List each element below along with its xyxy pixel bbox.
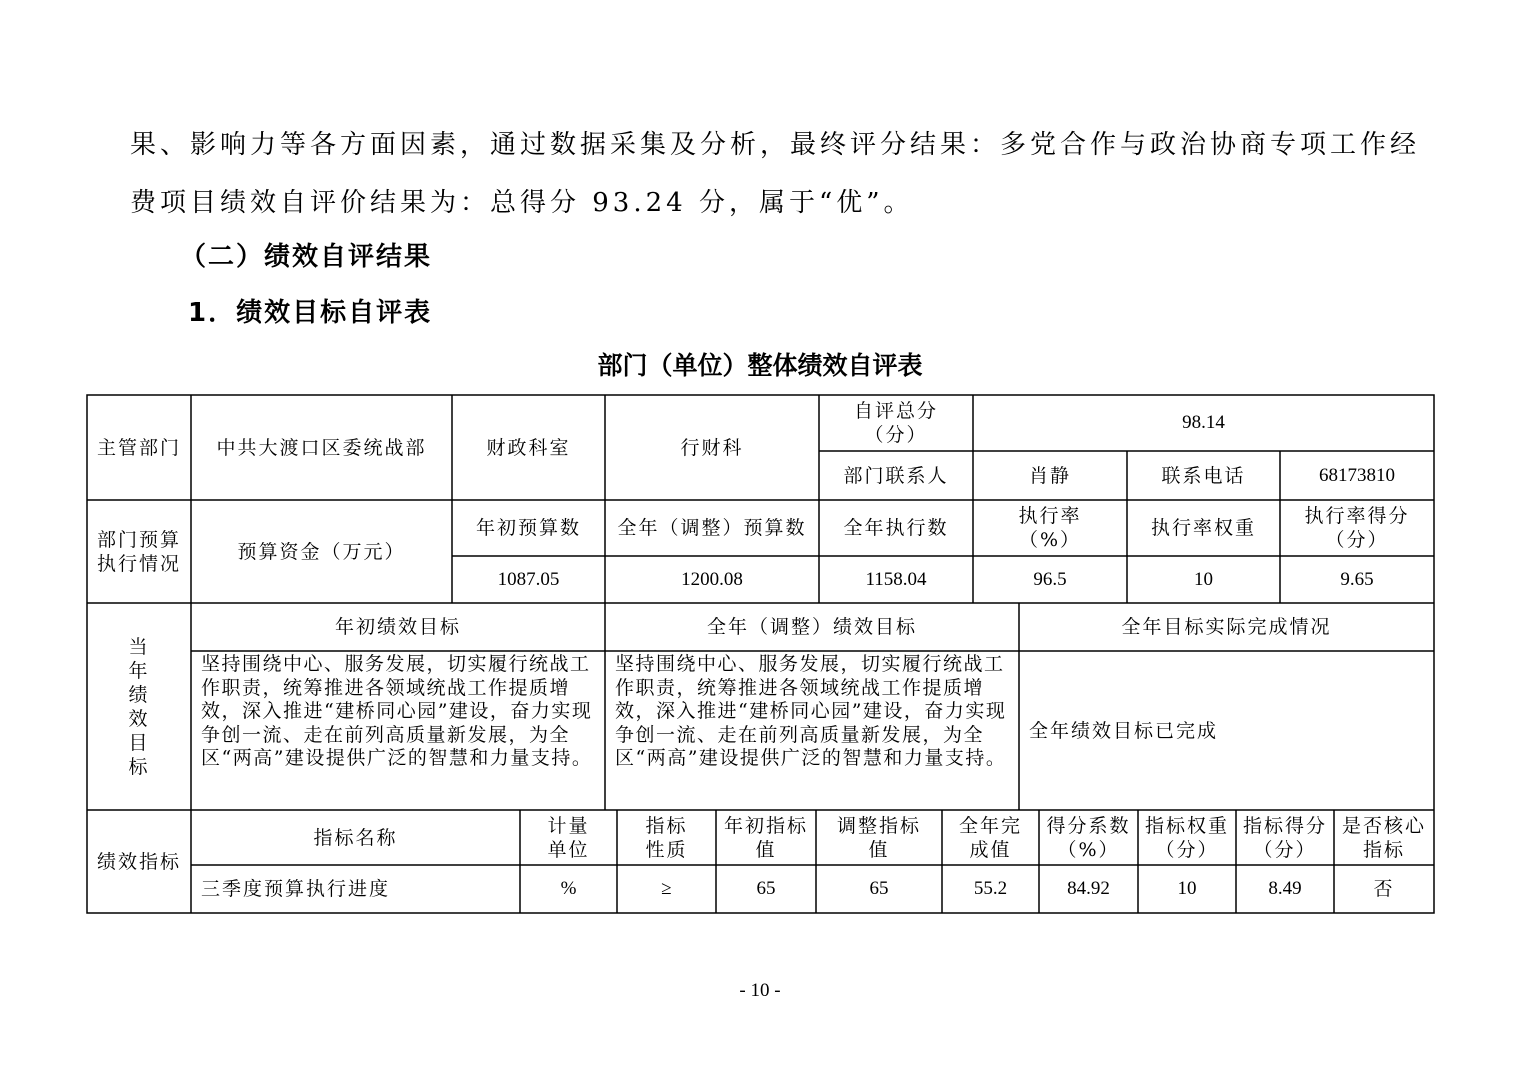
page-number: - 10 - <box>739 980 781 1001</box>
indicator-cell: 65 <box>756 878 776 899</box>
goals-col3-text: 全年绩效目标已完成 <box>1029 719 1219 742</box>
budget-header: 全年（调整）预算数 <box>617 517 807 539</box>
score-value: 98.14 <box>1182 412 1225 433</box>
goals-col3-header: 全年目标实际完成情况 <box>1121 616 1332 638</box>
phone-value: 68173810 <box>1319 464 1395 486</box>
indicator-header: 计量单位 <box>547 814 590 861</box>
indicator-header: 是否核心指标 <box>1341 814 1426 861</box>
indicator-header: 指标得分（分） <box>1242 814 1327 861</box>
indicator-header: 指标权重（分） <box>1144 814 1229 861</box>
sub-heading: 1．绩效目标自评表 <box>188 298 433 328</box>
indicator-header: 得分系数（%） <box>1046 814 1131 861</box>
table-title: 部门（单位）整体绩效自评表 <box>597 351 923 380</box>
contact-value: 肖静 <box>1028 464 1071 487</box>
score-label: 自评总分（分） <box>853 400 938 446</box>
budget-value: 1158.04 <box>865 568 927 590</box>
contact-label: 部门联系人 <box>843 464 949 487</box>
indicator-cell: 10 <box>1177 878 1197 899</box>
paragraph-line-2: 费项目绩效自评价结果为：总得分 93.24 分，属于“优”。 <box>130 188 914 218</box>
indicator-cell: 65 <box>869 878 889 899</box>
fund-label: 预算资金（万元） <box>237 540 406 563</box>
budget-value: 9.65 <box>1340 568 1374 590</box>
budget-value: 1200.08 <box>681 568 743 590</box>
indicator-header: 全年完成值 <box>958 814 1022 861</box>
indicator-cell: 55.2 <box>973 878 1008 899</box>
budget-header: 年初预算数 <box>475 517 581 539</box>
indicator-header: 指标名称 <box>313 826 398 849</box>
indicator-cell: ≥ <box>661 878 672 899</box>
indicator-cell: 否 <box>1373 878 1395 900</box>
budget-value: 10 <box>1194 568 1213 590</box>
indicator-header: 调整指标值 <box>836 814 921 861</box>
goals-col1-text: 坚持围绕中心、服务发展，切实履行统战工作职责，统筹推进各领域统战工作提质增效，深入推进“建桥同心园”建设，奋力实现争创一流、走在前列高质量新发展，为全区“两高”建设提供广泛的智慧和力量支持。 <box>201 653 593 769</box>
budget-header: 执行率得分（分） <box>1304 505 1410 551</box>
indicator-header: 指标性质 <box>645 814 688 861</box>
indicator-cell: 8.49 <box>1268 878 1302 899</box>
budget-value: 96.5 <box>1033 568 1067 590</box>
indicators-label: 绩效指标 <box>96 850 181 873</box>
office-label: 财政科室 <box>486 436 571 459</box>
budget-label: 部门预算执行情况 <box>96 528 181 575</box>
phone-label: 联系电话 <box>1161 464 1246 487</box>
goals-col2-header: 全年（调整）绩效目标 <box>706 616 917 638</box>
goals-col1-header: 年初绩效目标 <box>334 616 461 638</box>
budget-value: 1087.05 <box>497 568 560 590</box>
indicator-cell: 三季度预算执行进度 <box>201 878 391 900</box>
paragraph-line-1: 果、影响力等各方面因素，通过数据采集及分析，最终评分结果：多党合作与政治协商专项工作经 <box>130 130 1421 160</box>
indicator-cell: 84.92 <box>1067 878 1110 899</box>
budget-header: 全年执行数 <box>843 517 949 539</box>
goals-col2-text: 坚持围绕中心、服务发展，切实履行统战工作职责，统筹推进各领域统战工作提质增效，深入推进“建桥同心园”建设，奋力实现争创一流、走在前列高质量新发展，为全区“两高”建设提供广泛的智慧和力量支持。 <box>615 653 1007 769</box>
budget-header: 执行率（%） <box>1018 505 1082 551</box>
indicator-header: 年初指标值 <box>724 814 809 861</box>
dept-value: 中共大渡口区委统战部 <box>216 436 427 459</box>
dept-label: 主管部门 <box>96 436 181 459</box>
budget-header: 执行率权重 <box>1150 517 1256 539</box>
office-value: 行财科 <box>680 436 744 459</box>
indicator-cell: % <box>560 878 577 899</box>
section-heading: （二）绩效自评结果 <box>180 242 433 272</box>
goals-label: 当年绩效目标 <box>128 635 150 778</box>
